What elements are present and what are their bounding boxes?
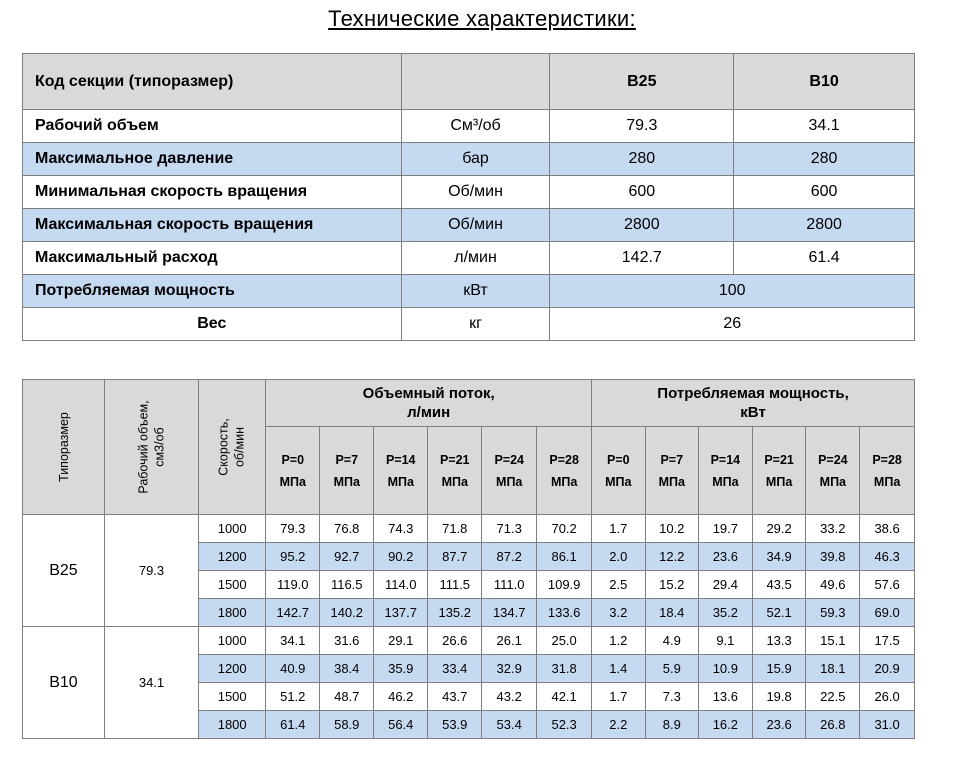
flow-cell: 52.3 xyxy=(537,711,592,739)
spec-label: Минимальная скорость вращения xyxy=(23,176,402,209)
flow-cell: 74.3 xyxy=(374,515,428,543)
flow-cell: 111.0 xyxy=(482,571,537,599)
flow-cell: 38.4 xyxy=(320,655,374,683)
specs-header-row xyxy=(23,54,915,110)
flow-cell: 53.4 xyxy=(482,711,537,739)
specs-row xyxy=(23,275,915,308)
power-cell: 46.3 xyxy=(860,543,915,571)
specs-header-b25: B25 xyxy=(550,54,734,110)
specs-header-b10: B10 xyxy=(734,54,915,110)
power-cell: 8.9 xyxy=(645,711,698,739)
power-cell: 23.6 xyxy=(699,543,753,571)
col-volume-label: Рабочий объем, см3/об xyxy=(136,400,167,494)
power-cell: 15.1 xyxy=(806,627,860,655)
power-cell: 26.8 xyxy=(806,711,860,739)
flow-cell: 140.2 xyxy=(320,599,374,627)
spec-b25: 79.3 xyxy=(550,110,734,143)
spec-b10: 34.1 xyxy=(734,110,915,143)
power-cell: 29.4 xyxy=(699,571,753,599)
pressure-header-flow-3: P=21 МПа xyxy=(428,427,482,515)
flow-cell: 32.9 xyxy=(482,655,537,683)
power-cell: 23.6 xyxy=(752,711,806,739)
pressure-header-flow-4: P=24 МПа xyxy=(482,427,537,515)
flow-cell: 33.4 xyxy=(428,655,482,683)
flow-cell: 56.4 xyxy=(374,711,428,739)
spec-b25: 142.7 xyxy=(550,242,734,275)
specs-row xyxy=(23,242,915,275)
size-name: B25 xyxy=(23,515,105,627)
power-cell: 1.7 xyxy=(592,515,645,543)
flow-cell: 43.2 xyxy=(482,683,537,711)
pressure-header-power-5: P=28 МПа xyxy=(860,427,915,515)
spec-b10: 61.4 xyxy=(734,242,915,275)
flow-cell: 95.2 xyxy=(266,543,320,571)
power-cell: 13.6 xyxy=(699,683,753,711)
flow-cell: 135.2 xyxy=(428,599,482,627)
flow-cell: 25.0 xyxy=(537,627,592,655)
flow-cell: 61.4 xyxy=(266,711,320,739)
table-row xyxy=(23,515,915,543)
flow-cell: 116.5 xyxy=(320,571,374,599)
flow-cell: 137.7 xyxy=(374,599,428,627)
table-row xyxy=(23,627,915,655)
specs-row xyxy=(23,209,915,242)
pressure-header-power-0: P=0 МПа xyxy=(592,427,645,515)
power-cell: 39.8 xyxy=(806,543,860,571)
power-cell: 1.7 xyxy=(592,683,645,711)
col-speed-header xyxy=(199,380,266,515)
speed-cell: 1500 xyxy=(199,683,266,711)
flow-cell: 134.7 xyxy=(482,599,537,627)
spec-b10: 2800 xyxy=(734,209,915,242)
specs-row xyxy=(23,110,915,143)
power-cell: 2.5 xyxy=(592,571,645,599)
specs-header-unit xyxy=(401,54,550,110)
pressure-header-power-3: P=21 МПа xyxy=(752,427,806,515)
flow-cell: 42.1 xyxy=(537,683,592,711)
flow-cell: 58.9 xyxy=(320,711,374,739)
flow-cell: 114.0 xyxy=(374,571,428,599)
group-flow-header: Объемный поток, л/мин xyxy=(266,380,592,427)
power-cell: 10.9 xyxy=(699,655,753,683)
speed-cell: 1200 xyxy=(199,543,266,571)
power-cell: 29.2 xyxy=(752,515,806,543)
speed-cell: 1000 xyxy=(199,627,266,655)
flow-cell: 26.1 xyxy=(482,627,537,655)
power-cell: 19.7 xyxy=(699,515,753,543)
power-cell: 31.0 xyxy=(860,711,915,739)
power-cell: 26.0 xyxy=(860,683,915,711)
speed-cell: 1000 xyxy=(199,515,266,543)
pressure-header-flow-0: P=0 МПа xyxy=(266,427,320,515)
flow-cell: 43.7 xyxy=(428,683,482,711)
speed-cell: 1200 xyxy=(199,655,266,683)
specs-header-label: Код секции (типоразмер) xyxy=(23,54,402,110)
col-speed-label: Скорость, об/мин xyxy=(217,418,248,476)
flow-cell: 34.1 xyxy=(266,627,320,655)
flow-cell: 109.9 xyxy=(537,571,592,599)
power-cell: 35.2 xyxy=(699,599,753,627)
power-cell: 7.3 xyxy=(645,683,698,711)
power-cell: 43.5 xyxy=(752,571,806,599)
pressure-header-power-1: P=7 МПа xyxy=(645,427,698,515)
power-cell: 57.6 xyxy=(860,571,915,599)
spec-unit: Об/мин xyxy=(401,209,550,242)
power-cell: 2.2 xyxy=(592,711,645,739)
spec-unit: л/мин xyxy=(401,242,550,275)
power-cell: 69.0 xyxy=(860,599,915,627)
spec-unit: См³/об xyxy=(401,110,550,143)
spec-unit: кВт xyxy=(401,275,550,308)
flow-cell: 35.9 xyxy=(374,655,428,683)
pressure-header-flow-5: P=28 МПа xyxy=(537,427,592,515)
power-cell: 59.3 xyxy=(806,599,860,627)
flow-cell: 51.2 xyxy=(266,683,320,711)
power-cell: 1.4 xyxy=(592,655,645,683)
spec-unit: бар xyxy=(401,143,550,176)
spec-unit: Об/мин xyxy=(401,176,550,209)
spec-b10: 280 xyxy=(734,143,915,176)
flow-cell: 92.7 xyxy=(320,543,374,571)
flow-cell: 142.7 xyxy=(266,599,320,627)
spec-label: Максимальное давление xyxy=(23,143,402,176)
power-cell: 19.8 xyxy=(752,683,806,711)
flow-cell: 31.8 xyxy=(537,655,592,683)
spec-value: 26 xyxy=(550,308,915,341)
flow-cell: 71.3 xyxy=(482,515,537,543)
flow-cell: 79.3 xyxy=(266,515,320,543)
spec-label: Рабочий объем xyxy=(23,110,402,143)
power-cell: 3.2 xyxy=(592,599,645,627)
specs-row xyxy=(23,308,915,341)
page-title: Технические характеристики: xyxy=(328,6,636,31)
power-cell: 13.3 xyxy=(752,627,806,655)
power-cell: 4.9 xyxy=(645,627,698,655)
power-cell: 52.1 xyxy=(752,599,806,627)
power-cell: 10.2 xyxy=(645,515,698,543)
pressure-header-power-4: P=24 МПа xyxy=(806,427,860,515)
size-volume: 79.3 xyxy=(104,515,198,627)
power-cell: 38.6 xyxy=(860,515,915,543)
flow-cell: 29.1 xyxy=(374,627,428,655)
flow-cell: 40.9 xyxy=(266,655,320,683)
spec-unit: кг xyxy=(401,308,550,341)
speed-cell: 1800 xyxy=(199,711,266,739)
power-cell: 12.2 xyxy=(645,543,698,571)
size-name: B10 xyxy=(23,627,105,739)
specs-table xyxy=(22,53,915,341)
power-cell: 2.0 xyxy=(592,543,645,571)
specs-row xyxy=(23,143,915,176)
group-power-header: Потребляемая мощность, кВт xyxy=(592,380,915,427)
specs-row xyxy=(23,176,915,209)
power-cell: 9.1 xyxy=(699,627,753,655)
flow-cell: 87.2 xyxy=(482,543,537,571)
spec-label: Потребляемая мощность xyxy=(23,275,402,308)
flow-cell: 87.7 xyxy=(428,543,482,571)
pressure-header-flow-1: P=7 МПа xyxy=(320,427,374,515)
flow-cell: 133.6 xyxy=(537,599,592,627)
power-cell: 18.1 xyxy=(806,655,860,683)
flow-cell: 90.2 xyxy=(374,543,428,571)
power-cell: 17.5 xyxy=(860,627,915,655)
flow-cell: 71.8 xyxy=(428,515,482,543)
power-cell: 34.9 xyxy=(752,543,806,571)
spec-b10: 600 xyxy=(734,176,915,209)
power-cell: 1.2 xyxy=(592,627,645,655)
flow-cell: 31.6 xyxy=(320,627,374,655)
spec-label: Максимальный расход xyxy=(23,242,402,275)
spec-label: Вес xyxy=(23,308,402,341)
power-cell: 22.5 xyxy=(806,683,860,711)
power-cell: 20.9 xyxy=(860,655,915,683)
performance-header xyxy=(23,380,915,515)
spec-b25: 280 xyxy=(550,143,734,176)
power-cell: 15.9 xyxy=(752,655,806,683)
spec-label: Максимальная скорость вращения xyxy=(23,209,402,242)
power-cell: 49.6 xyxy=(806,571,860,599)
spec-b25: 600 xyxy=(550,176,734,209)
col-type-label: Типоразмер xyxy=(56,412,71,482)
flow-cell: 26.6 xyxy=(428,627,482,655)
col-volume-header xyxy=(104,380,198,515)
flow-cell: 76.8 xyxy=(320,515,374,543)
spec-b25: 2800 xyxy=(550,209,734,242)
flow-cell: 46.2 xyxy=(374,683,428,711)
spec-value: 100 xyxy=(550,275,915,308)
performance-table xyxy=(22,379,915,739)
performance-body xyxy=(23,515,915,739)
speed-cell: 1500 xyxy=(199,571,266,599)
flow-cell: 53.9 xyxy=(428,711,482,739)
size-volume: 34.1 xyxy=(104,627,198,739)
flow-cell: 119.0 xyxy=(266,571,320,599)
col-type-header xyxy=(23,380,105,515)
power-cell: 16.2 xyxy=(699,711,753,739)
flow-cell: 111.5 xyxy=(428,571,482,599)
power-cell: 15.2 xyxy=(645,571,698,599)
power-cell: 18.4 xyxy=(645,599,698,627)
speed-cell: 1800 xyxy=(199,599,266,627)
flow-cell: 86.1 xyxy=(537,543,592,571)
pressure-header-power-2: P=14 МПа xyxy=(699,427,753,515)
flow-cell: 48.7 xyxy=(320,683,374,711)
power-cell: 5.9 xyxy=(645,655,698,683)
flow-cell: 70.2 xyxy=(537,515,592,543)
pressure-header-flow-2: P=14 МПа xyxy=(374,427,428,515)
power-cell: 33.2 xyxy=(806,515,860,543)
